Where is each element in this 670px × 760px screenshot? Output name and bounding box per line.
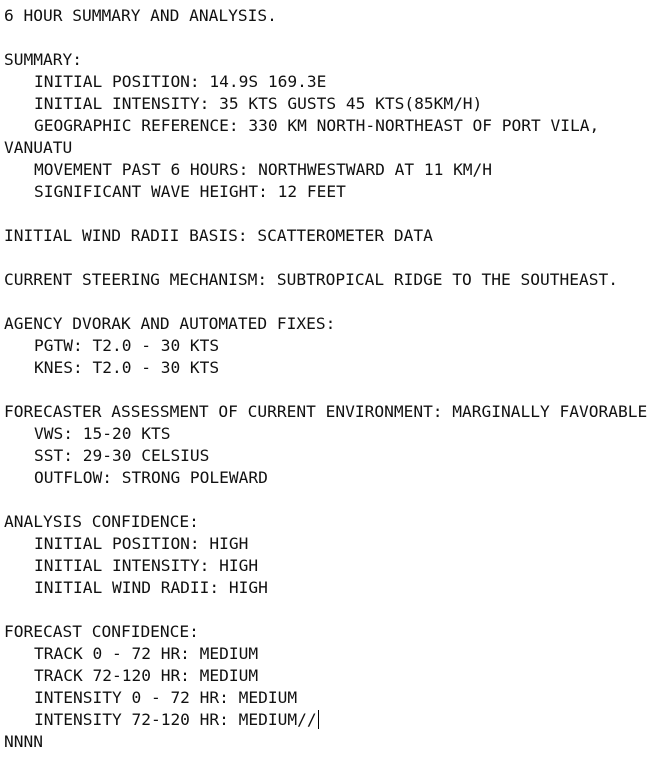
initial-intensity-line: INITIAL INTENSITY: 35 KTS GUSTS 45 KTS(85KM/H) <box>34 94 483 113</box>
wave-height-line: SIGNIFICANT WAVE HEIGHT: 12 FEET <box>34 182 346 201</box>
geographic-reference-line: GEOGRAPHIC REFERENCE: 330 KM NORTH-NORTHEAST OF PORT VILA, <box>34 116 600 135</box>
wind-radii-confidence-line: INITIAL WIND RADII: HIGH <box>34 578 268 597</box>
intensity-72-120-line <box>34 709 319 731</box>
end-marker: NNNN <box>4 732 43 751</box>
intensity-0-72-line: INTENSITY 0 - 72 HR: MEDIUM <box>34 688 298 707</box>
track-0-72-line: TRACK 0 - 72 HR: MEDIUM <box>34 644 259 663</box>
movement-line: MOVEMENT PAST 6 HOURS: NORTHWESTWARD AT 11 KM/H <box>34 160 493 179</box>
summary-heading: SUMMARY: <box>4 50 82 69</box>
wind-radii-basis-line: INITIAL WIND RADII BASIS: SCATTEROMETER DATA <box>4 226 433 245</box>
knes-fix-line: KNES: T2.0 - 30 KTS <box>34 358 220 377</box>
initial-position-line: INITIAL POSITION: 14.9S 169.3E <box>34 72 327 91</box>
pgtw-fix-line: PGTW: T2.0 - 30 KTS <box>34 336 220 355</box>
bulletin-title: 6 HOUR SUMMARY AND ANALYSIS. <box>4 6 277 25</box>
environment-heading: FORECASTER ASSESSMENT OF CURRENT ENVIRONMENT: MARGINALLY FAVORABLE <box>4 402 648 421</box>
outflow-line: OUTFLOW: STRONG POLEWARD <box>34 468 268 487</box>
text-cursor <box>318 710 319 729</box>
position-confidence-line: INITIAL POSITION: HIGH <box>34 534 249 553</box>
intensity-confidence-line: INITIAL INTENSITY: HIGH <box>34 556 259 575</box>
forecast-confidence-heading: FORECAST CONFIDENCE: <box>4 622 199 641</box>
steering-mechanism-line: CURRENT STEERING MECHANISM: SUBTROPICAL RIDGE TO THE SOUTHEAST. <box>4 270 618 289</box>
geographic-reference-continuation: VANUATU <box>4 138 73 157</box>
vws-line: VWS: 15-20 KTS <box>34 424 171 443</box>
analysis-confidence-heading: ANALYSIS CONFIDENCE: <box>4 512 199 531</box>
intensity-72-120-text: INTENSITY 72-120 HR: MEDIUM// <box>34 710 317 729</box>
sst-line: SST: 29-30 CELSIUS <box>34 446 210 465</box>
dvorak-heading: AGENCY DVORAK AND AUTOMATED FIXES: <box>4 314 336 333</box>
track-72-120-line: TRACK 72-120 HR: MEDIUM <box>34 666 259 685</box>
